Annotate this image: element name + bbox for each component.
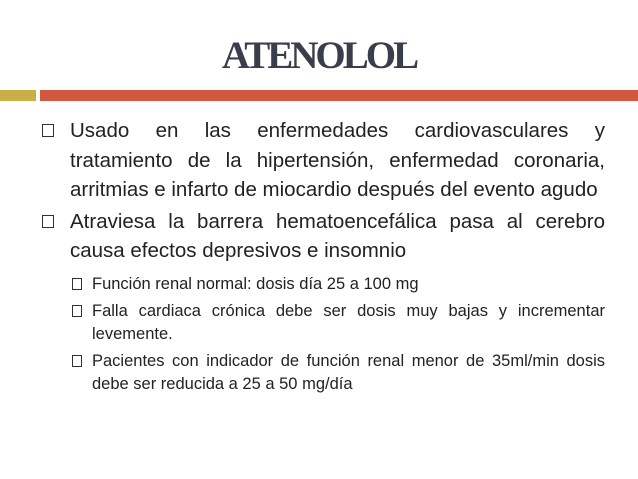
bullet-item — [42, 116, 605, 205]
accent-bar-right — [40, 90, 638, 101]
subbullet-text: Falla cardiaca crónica debe ser dosis muy bajas y incrementar levemente. — [92, 301, 605, 343]
square-bullet-icon — [72, 305, 82, 317]
square-bullet-icon — [72, 278, 82, 290]
bullet-item — [42, 207, 605, 266]
subbullet-text: Pacientes con indicador de función renal menor de 35ml/min dosis debe ser reducida a 25 a 50 mg/día — [92, 351, 605, 393]
bullet-text: Usado en las enfermedades cardiovasculares y tratamiento de la hipertensión, enfermedad coronaria, arritmias e infarto de miocardio después del evento agudo — [70, 119, 605, 201]
subbullet-text: Función renal normal: dosis día 25 a 100 mg — [92, 274, 419, 293]
square-bullet-icon — [42, 215, 54, 228]
subbullet-item — [72, 350, 605, 396]
slide-title: ATENOLOL — [221, 34, 417, 77]
subbullet-item — [72, 273, 605, 296]
subbullet-item — [72, 300, 605, 346]
square-bullet-icon — [72, 355, 82, 367]
slide-content — [42, 116, 605, 400]
accent-bar-left — [0, 90, 36, 101]
square-bullet-icon — [42, 124, 54, 137]
subbullet-list — [42, 273, 605, 396]
bullet-text: Atraviesa la barrera hematoencefálica pasa al cerebro causa efectos depresivos e insomnio — [70, 209, 605, 262]
